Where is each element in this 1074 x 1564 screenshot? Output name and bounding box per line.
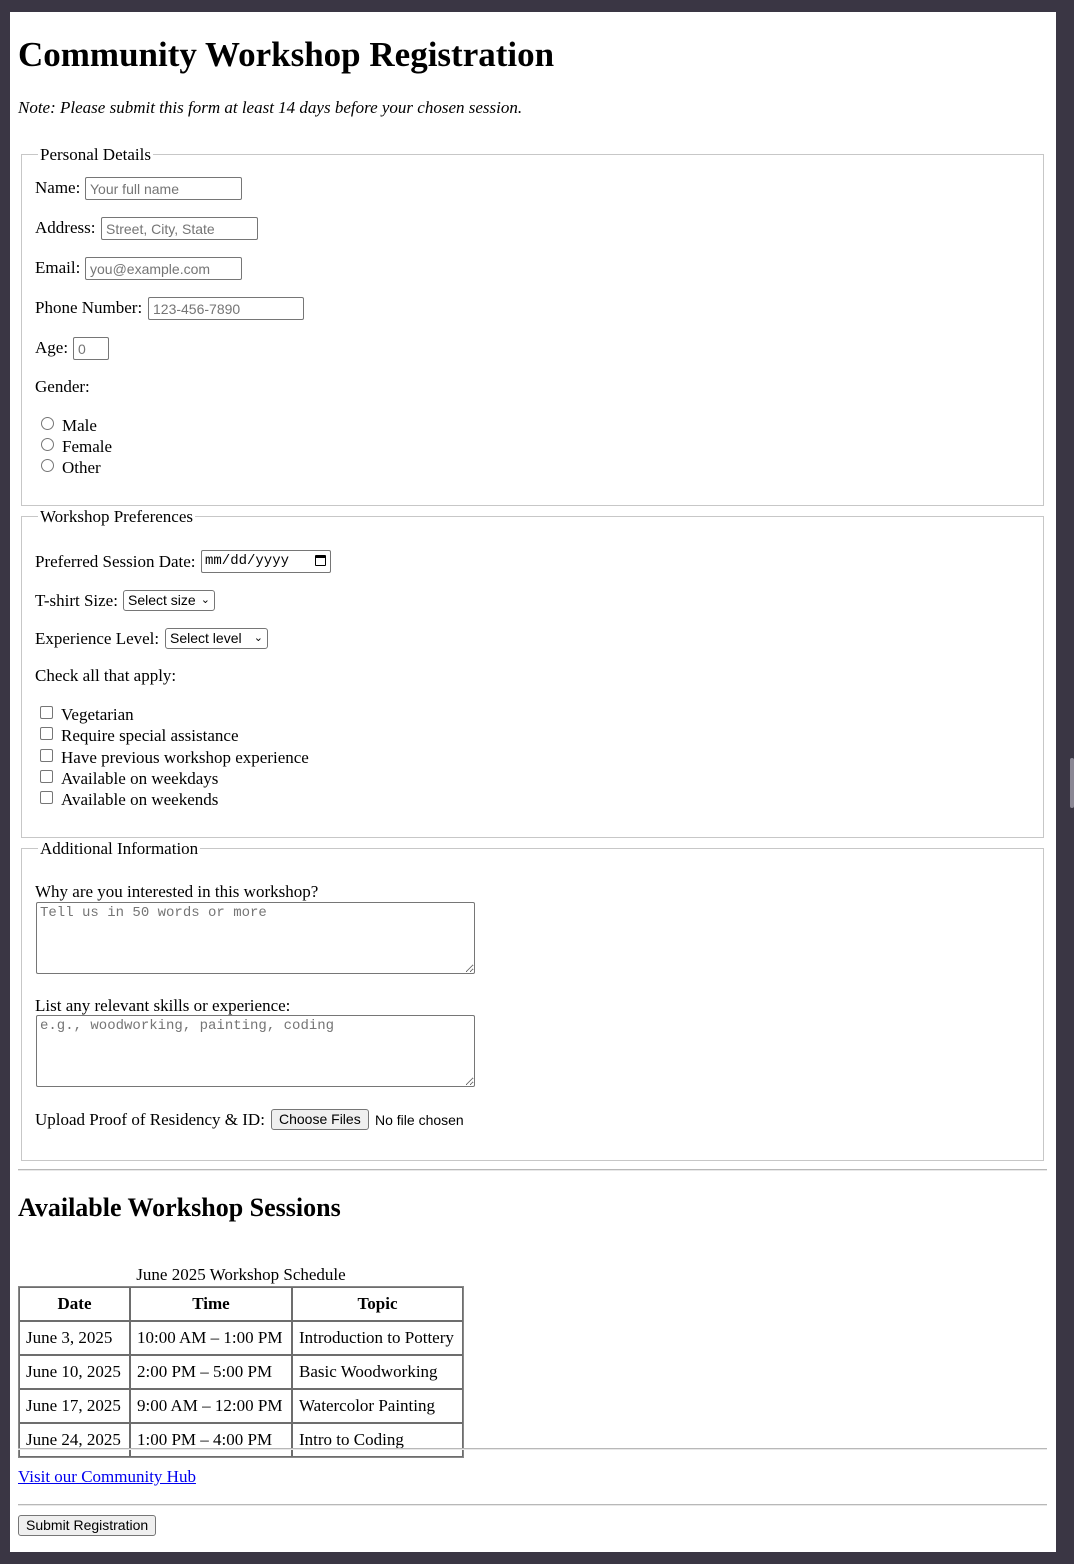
checkbox-label: Available on weekends: [61, 790, 219, 809]
email-label: Email:: [35, 258, 81, 277]
checkbox-weekends[interactable]: [40, 791, 53, 804]
table-cell-date: June 3, 2025: [19, 1321, 130, 1355]
experience-level-select[interactable]: [165, 628, 268, 649]
experience-level-value: Select level: [170, 630, 242, 646]
table-row: [19, 1389, 463, 1423]
gender-radio-other[interactable]: [41, 459, 54, 472]
skills-textarea[interactable]: [36, 1015, 475, 1087]
divider: [18, 1169, 1047, 1171]
tshirt-size-value: Select size: [128, 592, 196, 608]
table-row: [19, 1355, 463, 1389]
additional-information-legend: Additional Information: [40, 839, 199, 858]
table-header-cell: Topic: [292, 1287, 463, 1321]
gender-radio-female[interactable]: [41, 438, 54, 451]
sessions-table-caption: June 2025 Workshop Schedule: [136, 1265, 346, 1284]
table-cell-time: 9:00 AM – 12:00 PM: [130, 1389, 292, 1423]
page-title: Community Workshop Registration: [18, 35, 555, 74]
session-date-value: mm/dd/yyyy: [205, 553, 290, 569]
address-input[interactable]: [101, 217, 258, 240]
table-cell-time: 2:00 PM – 5:00 PM: [130, 1355, 292, 1389]
calendar-icon[interactable]: [315, 555, 326, 566]
gender-option-label: Female: [62, 437, 113, 456]
table-cell-time: 1:00 PM – 4:00 PM: [130, 1423, 292, 1457]
submission-note: Note: Please submit this form at least 14 days before your chosen session.: [18, 98, 523, 117]
upload-status: No file chosen: [375, 1112, 464, 1128]
checkbox-weekdays[interactable]: [40, 770, 53, 783]
table-row: [19, 1423, 463, 1457]
divider: [18, 1504, 1047, 1506]
experience-level-label: Experience Level:: [35, 629, 160, 648]
gender-label: Gender:: [35, 377, 90, 396]
workshop-preferences-legend: Workshop Preferences: [40, 507, 193, 526]
choose-files-button[interactable]: Choose Files: [271, 1109, 369, 1130]
community-hub-link[interactable]: Visit our Community Hub: [18, 1467, 196, 1486]
tshirt-size-label: T-shirt Size:: [35, 591, 118, 610]
gender-option-label: Other: [62, 458, 101, 477]
phone-input[interactable]: [148, 297, 304, 320]
table-header-cell: Time: [130, 1287, 292, 1321]
page: [10, 12, 1056, 1552]
scrollbar-thumb[interactable]: [1070, 758, 1074, 808]
name-label: Name:: [35, 178, 81, 197]
tshirt-size-select[interactable]: [123, 590, 215, 611]
session-date-label: Preferred Session Date:: [35, 552, 196, 571]
email-input[interactable]: [85, 257, 242, 280]
table-cell-time: 10:00 AM – 1:00 PM: [130, 1321, 292, 1355]
upload-label: Upload Proof of Residency & ID:: [35, 1110, 265, 1129]
check-all-label: Check all that apply:: [35, 666, 177, 685]
table-cell-topic: Intro to Coding: [292, 1423, 463, 1457]
age-label: Age:: [35, 338, 69, 357]
chevron-down-icon: ⌄: [200, 594, 210, 606]
table-cell-date: June 24, 2025: [19, 1423, 130, 1457]
table-row: [19, 1321, 463, 1355]
table-cell-topic: Introduction to Pottery: [292, 1321, 463, 1355]
table-cell-topic: Basic Woodworking: [292, 1355, 463, 1389]
checkbox-label: Have previous workshop experience: [61, 748, 309, 767]
checkbox-label: Vegetarian: [61, 705, 134, 724]
name-input[interactable]: [85, 177, 242, 200]
chevron-down-icon: ⌄: [253, 632, 263, 644]
table-cell-topic: Watercolor Painting: [292, 1389, 463, 1423]
divider: [18, 1448, 1047, 1450]
interest-textarea[interactable]: [36, 902, 475, 974]
checkbox-vegetarian[interactable]: [40, 706, 53, 719]
phone-label: Phone Number:: [35, 298, 143, 317]
table-cell-date: June 17, 2025: [19, 1389, 130, 1423]
personal-details-fieldset: [21, 145, 1044, 506]
checkbox-label: Require special assistance: [61, 726, 239, 745]
table-header-row: [19, 1287, 463, 1321]
checkbox-previous-experience[interactable]: [40, 749, 53, 762]
checkbox-label: Available on weekdays: [61, 769, 219, 788]
submit-registration-button[interactable]: Submit Registration: [18, 1515, 156, 1536]
personal-details-legend: Personal Details: [40, 145, 151, 164]
table-cell-date: June 10, 2025: [19, 1355, 130, 1389]
sessions-table: [18, 1265, 464, 1458]
session-date-input[interactable]: [201, 550, 331, 573]
gender-radio-male[interactable]: [41, 417, 54, 430]
interest-label: Why are you interested in this workshop?: [35, 882, 319, 901]
table-header-cell: Date: [19, 1287, 130, 1321]
address-label: Address:: [35, 218, 96, 237]
sessions-heading: Available Workshop Sessions: [18, 1193, 341, 1222]
gender-option-label: Male: [62, 416, 97, 435]
age-input[interactable]: [73, 337, 109, 360]
skills-label: List any relevant skills or experience:: [35, 996, 291, 1015]
checkbox-special-assistance[interactable]: [40, 727, 53, 740]
